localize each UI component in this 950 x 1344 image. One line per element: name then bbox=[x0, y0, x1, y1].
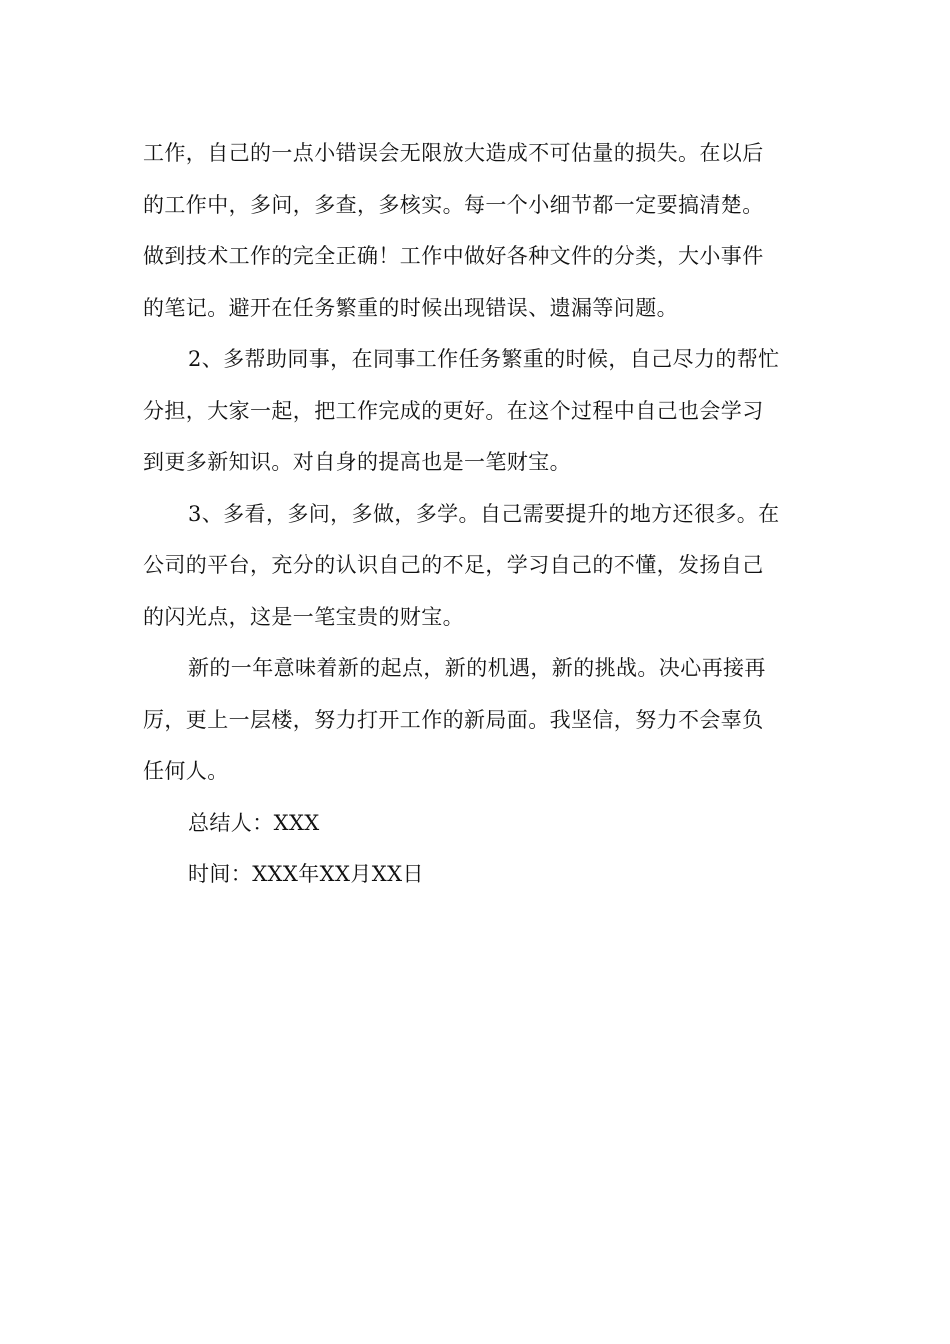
signature-author: 总结人：XXX bbox=[188, 810, 320, 835]
paragraph-conclusion bbox=[143, 643, 809, 798]
text-line: 2、多帮助同事，在同事工作任务繁重的时候，自己尽力的帮忙 bbox=[188, 347, 780, 371]
text-line: 的工作中，多问，多查，多核实。每一个小细节都一定要搞清楚。 bbox=[143, 192, 764, 217]
text-line: 的闪光点，这是一笔宝贵的财宝。 bbox=[143, 604, 464, 629]
document-body bbox=[143, 128, 809, 901]
text-line: 厉，更上一层楼，努力打开工作的新局面。我坚信，努力不会辜负 bbox=[143, 707, 764, 732]
text-line: 到更多新知识。对自身的提高也是一笔财宝。 bbox=[143, 450, 571, 474]
text-line: 工作，自己的一点小错误会无限放大造成不可估量的损失。在以后 bbox=[143, 141, 764, 165]
text-line: 3、多看，多问，多做，多学。自己需要提升的地方还很多。在 bbox=[188, 501, 780, 526]
text-line: 做到技术工作的完全正确！工作中做好各种文件的分类，大小事件 bbox=[143, 244, 764, 268]
signature-block bbox=[143, 798, 809, 901]
text-line: 任何人。 bbox=[143, 759, 229, 783]
paragraph-continuation bbox=[143, 128, 809, 334]
text-line: 的笔记。避开在任务繁重的时候出现错误、遗漏等问题。 bbox=[143, 295, 678, 320]
signature-date: 时间：XXX年XX月XX日 bbox=[188, 862, 424, 886]
text-line: 新的一年意味着新的起点，新的机遇，新的挑战。决心再接再 bbox=[188, 656, 766, 680]
paragraph-point-2 bbox=[143, 334, 809, 489]
text-line: 分担，大家一起，把工作完成的更好。在这个过程中自己也会学习 bbox=[143, 398, 764, 423]
text-line: 公司的平台，充分的认识自己的不足，学习自己的不懂，发扬自己 bbox=[143, 553, 764, 577]
paragraph-point-3 bbox=[143, 489, 809, 644]
